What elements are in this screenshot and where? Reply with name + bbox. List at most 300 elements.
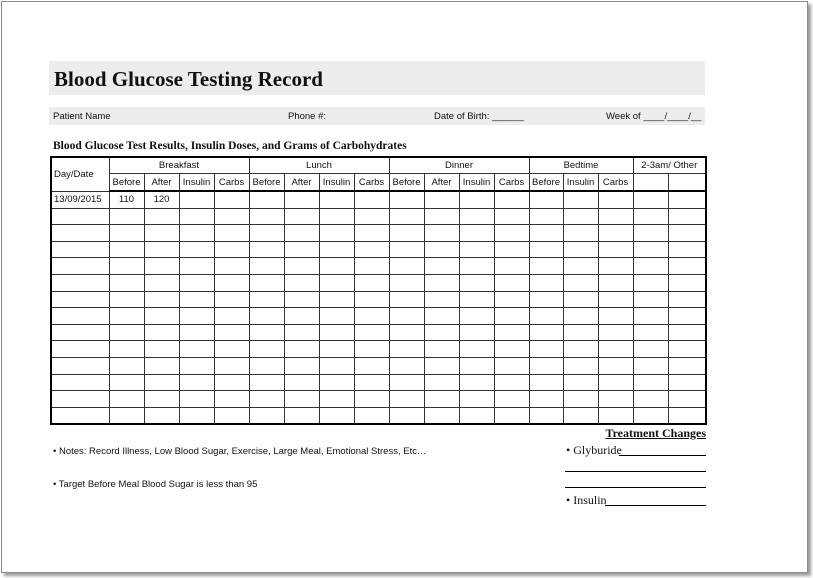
entry-cell[interactable] [668, 241, 706, 258]
entry-cell[interactable] [668, 324, 706, 341]
entry-cell[interactable] [284, 208, 319, 225]
entry-cell[interactable] [389, 291, 424, 308]
entry-cell[interactable] [214, 308, 249, 325]
entry-cell[interactable] [529, 241, 563, 258]
entry-cell[interactable] [109, 357, 144, 374]
entry-cell[interactable] [179, 208, 214, 225]
entry-cell[interactable] [144, 391, 179, 408]
entry-cell[interactable] [319, 274, 354, 291]
entry-cell[interactable] [563, 341, 598, 358]
entry-cell[interactable] [214, 324, 249, 341]
entry-cell[interactable] [529, 225, 563, 242]
glyburide-line[interactable] [619, 455, 706, 456]
entry-cell[interactable] [319, 341, 354, 358]
entry-cell[interactable] [179, 308, 214, 325]
entry-cell[interactable] [319, 391, 354, 408]
entry-cell[interactable] [424, 241, 459, 258]
subheader-cell: Before [529, 174, 563, 192]
entry-cell[interactable] [668, 374, 706, 391]
entry-cell[interactable] [459, 391, 494, 408]
entry-cell[interactable] [249, 258, 284, 275]
entry-cell[interactable] [633, 191, 668, 208]
lunch-header: Lunch [249, 157, 389, 174]
entry-cell[interactable] [249, 357, 284, 374]
entry-cell[interactable] [668, 308, 706, 325]
entry-cell[interactable] [214, 391, 249, 408]
entry-cell[interactable] [389, 324, 424, 341]
entry-cell[interactable] [144, 341, 179, 358]
date-cell[interactable] [51, 208, 109, 225]
date-cell[interactable] [51, 291, 109, 308]
entry-cell[interactable] [494, 191, 529, 208]
table-subtitle: Blood Glucose Test Results, Insulin Doses, and Grams of Carbohydrates [53, 140, 407, 152]
entry-cell[interactable] [214, 208, 249, 225]
entry-cell[interactable] [109, 407, 144, 424]
entry-cell[interactable] [459, 274, 494, 291]
date-cell[interactable] [51, 324, 109, 341]
entry-cell[interactable] [633, 324, 668, 341]
entry-cell[interactable] [354, 208, 389, 225]
entry-cell[interactable] [598, 341, 633, 358]
entry-cell[interactable] [633, 308, 668, 325]
entry-cell[interactable] [633, 407, 668, 424]
entry-cell[interactable] [494, 324, 529, 341]
entry-cell[interactable] [109, 341, 144, 358]
entry-cell[interactable] [179, 225, 214, 242]
entry-cell[interactable] [214, 374, 249, 391]
entry-cell[interactable] [494, 291, 529, 308]
entry-cell[interactable] [529, 407, 563, 424]
entry-cell[interactable] [459, 258, 494, 275]
entry-cell[interactable] [319, 308, 354, 325]
entry-cell[interactable] [529, 357, 563, 374]
breakfast-header: Breakfast [109, 157, 249, 174]
entry-cell[interactable]: 110 [109, 191, 144, 208]
entry-cell[interactable] [598, 241, 633, 258]
entry-cell[interactable] [214, 341, 249, 358]
entry-cell[interactable] [668, 274, 706, 291]
entry-cell[interactable] [598, 407, 633, 424]
entry-cell[interactable] [424, 208, 459, 225]
entry-cell[interactable] [459, 241, 494, 258]
entry-cell[interactable] [633, 357, 668, 374]
entry-cell[interactable] [459, 341, 494, 358]
date-of-birth-label: Date of Birth: ______ [434, 111, 524, 122]
table-row [51, 308, 706, 325]
entry-cell[interactable] [424, 191, 459, 208]
entry-cell[interactable] [598, 324, 633, 341]
entry-cell[interactable] [459, 208, 494, 225]
date-cell[interactable] [51, 391, 109, 408]
entry-cell[interactable] [389, 407, 424, 424]
insulin-label: • Insulin [566, 493, 607, 507]
dinner-header: Dinner [389, 157, 529, 174]
entry-cell[interactable] [249, 374, 284, 391]
entry-cell[interactable] [214, 274, 249, 291]
entry-cell[interactable] [109, 324, 144, 341]
entry-cell[interactable]: 120 [144, 191, 179, 208]
entry-cell[interactable] [109, 391, 144, 408]
entry-cell[interactable] [249, 208, 284, 225]
entry-cell[interactable] [249, 324, 284, 341]
entry-cell[interactable] [459, 191, 494, 208]
week-of-label: Week of ____/____/__ [606, 111, 702, 122]
date-cell[interactable] [51, 357, 109, 374]
entry-cell[interactable] [319, 324, 354, 341]
entry-cell[interactable] [354, 308, 389, 325]
entry-cell[interactable] [424, 407, 459, 424]
table-row [51, 274, 706, 291]
entry-cell[interactable] [144, 324, 179, 341]
entry-cell[interactable] [284, 291, 319, 308]
entry-cell[interactable] [459, 324, 494, 341]
entry-cell[interactable] [144, 374, 179, 391]
entry-cell[interactable] [319, 291, 354, 308]
entry-cell[interactable] [284, 357, 319, 374]
entry-cell[interactable] [354, 291, 389, 308]
entry-cell[interactable] [179, 291, 214, 308]
table-row [51, 258, 706, 275]
entry-cell[interactable] [214, 407, 249, 424]
entry-cell[interactable] [319, 407, 354, 424]
entry-cell[interactable] [354, 241, 389, 258]
entry-cell[interactable] [598, 308, 633, 325]
date-cell[interactable] [51, 241, 109, 258]
entry-cell[interactable] [563, 308, 598, 325]
entry-cell[interactable] [529, 258, 563, 275]
entry-cell[interactable] [424, 374, 459, 391]
entry-cell[interactable] [494, 208, 529, 225]
subheader-cell: Carbs [494, 174, 529, 192]
entry-cell[interactable] [529, 341, 563, 358]
entry-cell[interactable] [284, 374, 319, 391]
entry-cell[interactable] [319, 225, 354, 242]
phone-label: Phone #: [288, 111, 327, 122]
entry-cell[interactable] [668, 291, 706, 308]
entry-cell[interactable] [563, 291, 598, 308]
entry-cell[interactable] [424, 308, 459, 325]
patient-name-label: Patient Name [53, 111, 111, 122]
entry-cell[interactable] [389, 341, 424, 358]
entry-cell[interactable] [179, 241, 214, 258]
subheader-cell: Insulin [563, 174, 598, 192]
entry-cell[interactable] [354, 225, 389, 242]
entry-cell[interactable] [109, 241, 144, 258]
subheader-cell: Carbs [354, 174, 389, 192]
entry-cell[interactable] [668, 341, 706, 358]
date-cell[interactable] [51, 225, 109, 242]
entry-cell[interactable] [179, 391, 214, 408]
entry-cell[interactable] [424, 291, 459, 308]
entry-cell[interactable] [633, 225, 668, 242]
entry-cell[interactable] [529, 324, 563, 341]
entry-cell[interactable] [284, 258, 319, 275]
entry-cell[interactable] [249, 407, 284, 424]
entry-cell[interactable] [494, 308, 529, 325]
subheader-cell: After [284, 174, 319, 192]
entry-cell[interactable] [109, 374, 144, 391]
entry-cell[interactable] [633, 241, 668, 258]
glucose-record-table [50, 156, 707, 425]
entry-cell[interactable] [354, 407, 389, 424]
entry-cell[interactable] [144, 258, 179, 275]
date-cell[interactable] [51, 341, 109, 358]
entry-cell[interactable] [598, 374, 633, 391]
entry-cell[interactable] [424, 341, 459, 358]
entry-cell[interactable] [529, 291, 563, 308]
entry-cell[interactable] [529, 374, 563, 391]
entry-cell[interactable] [424, 274, 459, 291]
entry-cell[interactable] [389, 241, 424, 258]
entry-cell[interactable] [563, 407, 598, 424]
table-row [51, 291, 706, 308]
entry-cell[interactable] [109, 208, 144, 225]
entry-cell[interactable] [494, 274, 529, 291]
entry-cell[interactable] [179, 407, 214, 424]
entry-cell[interactable] [109, 291, 144, 308]
glyburide-label: • Glyburide [566, 443, 622, 457]
date-cell[interactable]: 13/09/2015 [51, 191, 109, 208]
entry-cell[interactable] [354, 357, 389, 374]
entry-cell[interactable] [109, 274, 144, 291]
entry-cell[interactable] [354, 274, 389, 291]
entry-cell[interactable] [668, 391, 706, 408]
entry-cell[interactable] [179, 374, 214, 391]
entry-cell[interactable] [494, 241, 529, 258]
subheader-cell [633, 174, 668, 192]
target-note: • Target Before Meal Blood Sugar is less than 95 [53, 479, 258, 490]
entry-cell[interactable] [249, 191, 284, 208]
entry-cell[interactable] [284, 191, 319, 208]
entry-cell[interactable] [563, 225, 598, 242]
entry-cell[interactable] [459, 407, 494, 424]
entry-cell[interactable] [563, 357, 598, 374]
entry-cell[interactable] [319, 191, 354, 208]
entry-cell[interactable] [214, 241, 249, 258]
entry-cell[interactable] [389, 374, 424, 391]
entry-cell[interactable] [179, 341, 214, 358]
entry-cell[interactable] [668, 225, 706, 242]
entry-cell[interactable] [109, 308, 144, 325]
entry-cell[interactable] [633, 208, 668, 225]
entry-cell[interactable] [494, 225, 529, 242]
entry-cell[interactable] [529, 208, 563, 225]
table-row [51, 208, 706, 225]
entry-cell[interactable] [214, 258, 249, 275]
entry-cell[interactable] [459, 357, 494, 374]
entry-cell[interactable] [284, 324, 319, 341]
entry-cell[interactable] [144, 241, 179, 258]
subheader-cell: Insulin [319, 174, 354, 192]
entry-cell[interactable] [633, 274, 668, 291]
entry-cell[interactable] [144, 208, 179, 225]
entry-cell[interactable] [389, 258, 424, 275]
entry-cell[interactable] [214, 191, 249, 208]
entry-cell[interactable] [633, 258, 668, 275]
entry-cell[interactable] [529, 191, 563, 208]
table-row [51, 407, 706, 424]
date-cell[interactable] [51, 274, 109, 291]
entry-cell[interactable] [598, 274, 633, 291]
entry-cell[interactable] [424, 357, 459, 374]
entry-cell[interactable] [284, 407, 319, 424]
table-row [51, 324, 706, 341]
insulin-line[interactable] [605, 505, 706, 506]
entry-cell[interactable] [144, 274, 179, 291]
entry-cell[interactable] [459, 291, 494, 308]
other-header: 2-3am/ Other [633, 157, 706, 174]
entry-cell[interactable] [284, 391, 319, 408]
entry-cell[interactable] [598, 208, 633, 225]
notes-line: • Notes: Record Illness, Low Blood Sugar, Exercise, Large Meal, Emotional Stress, Etc… [53, 446, 427, 457]
date-cell[interactable] [51, 374, 109, 391]
entry-cell[interactable] [668, 208, 706, 225]
entry-cell[interactable] [214, 291, 249, 308]
entry-cell[interactable] [598, 291, 633, 308]
entry-cell[interactable] [319, 258, 354, 275]
entry-cell[interactable] [668, 357, 706, 374]
entry-cell[interactable] [319, 374, 354, 391]
entry-cell[interactable] [563, 241, 598, 258]
entry-cell[interactable] [424, 391, 459, 408]
entry-cell[interactable] [319, 241, 354, 258]
entry-cell[interactable] [249, 308, 284, 325]
entry-cell[interactable] [668, 191, 706, 208]
entry-cell[interactable] [214, 357, 249, 374]
entry-cell[interactable] [529, 391, 563, 408]
entry-cell[interactable] [319, 208, 354, 225]
entry-cell[interactable] [633, 341, 668, 358]
entry-cell[interactable] [179, 274, 214, 291]
entry-cell[interactable] [284, 225, 319, 242]
subheader-cell: After [144, 174, 179, 192]
entry-cell[interactable] [424, 258, 459, 275]
entry-cell[interactable] [109, 258, 144, 275]
entry-cell[interactable] [284, 241, 319, 258]
date-cell[interactable] [51, 258, 109, 275]
entry-cell[interactable] [179, 258, 214, 275]
entry-cell[interactable] [354, 258, 389, 275]
entry-cell[interactable] [144, 407, 179, 424]
entry-cell[interactable] [354, 341, 389, 358]
entry-cell[interactable] [598, 258, 633, 275]
entry-cell[interactable] [598, 191, 633, 208]
date-cell[interactable] [51, 407, 109, 424]
entry-cell[interactable] [529, 308, 563, 325]
entry-cell[interactable] [109, 225, 144, 242]
entry-cell[interactable] [633, 291, 668, 308]
entry-cell[interactable] [284, 308, 319, 325]
title-band [49, 61, 705, 95]
entry-cell[interactable] [144, 225, 179, 242]
entry-cell[interactable] [563, 274, 598, 291]
entry-cell[interactable] [563, 391, 598, 408]
table-row [51, 225, 706, 242]
entry-cell[interactable] [249, 391, 284, 408]
entry-cell[interactable] [179, 357, 214, 374]
entry-cell[interactable] [284, 341, 319, 358]
entry-cell[interactable] [494, 374, 529, 391]
entry-cell[interactable] [214, 225, 249, 242]
entry-cell[interactable] [389, 225, 424, 242]
entry-cell[interactable] [529, 274, 563, 291]
entry-cell[interactable] [249, 341, 284, 358]
entry-cell[interactable] [494, 258, 529, 275]
glyburide-line-3[interactable] [565, 487, 706, 488]
entry-cell[interactable] [424, 225, 459, 242]
table-row [51, 357, 706, 374]
entry-cell[interactable] [563, 191, 598, 208]
entry-cell[interactable] [249, 241, 284, 258]
entry-cell[interactable] [354, 191, 389, 208]
entry-cell[interactable] [284, 274, 319, 291]
bedtime-header: Bedtime [529, 157, 633, 174]
entry-cell[interactable] [563, 258, 598, 275]
entry-cell[interactable] [633, 391, 668, 408]
entry-cell[interactable] [249, 225, 284, 242]
entry-cell[interactable] [389, 357, 424, 374]
entry-cell[interactable] [668, 258, 706, 275]
entry-cell[interactable] [459, 374, 494, 391]
entry-cell[interactable] [354, 374, 389, 391]
entry-cell[interactable] [249, 274, 284, 291]
table-row [51, 341, 706, 358]
table-row [51, 374, 706, 391]
entry-cell[interactable] [563, 208, 598, 225]
table-row [51, 191, 706, 208]
subheader-cell: After [424, 174, 459, 192]
table-row [51, 241, 706, 258]
entry-cell[interactable] [494, 391, 529, 408]
entry-cell[interactable] [389, 208, 424, 225]
entry-cell[interactable] [389, 391, 424, 408]
subheader-cell: Before [389, 174, 424, 192]
entry-cell[interactable] [389, 308, 424, 325]
entry-cell[interactable] [563, 324, 598, 341]
entry-cell[interactable] [633, 374, 668, 391]
entry-cell[interactable] [249, 291, 284, 308]
entry-cell[interactable] [354, 391, 389, 408]
entry-cell[interactable] [563, 374, 598, 391]
entry-cell[interactable] [389, 191, 424, 208]
entry-cell[interactable] [494, 341, 529, 358]
entry-cell[interactable] [459, 225, 494, 242]
subheader-cell: Before [249, 174, 284, 192]
entry-cell[interactable] [179, 191, 214, 208]
entry-cell[interactable] [354, 324, 389, 341]
entry-cell[interactable] [494, 357, 529, 374]
entry-cell[interactable] [179, 324, 214, 341]
day-date-header: Day/Date [51, 157, 109, 191]
entry-cell[interactable] [144, 291, 179, 308]
subheader-cell [668, 174, 706, 192]
subheader-cell: Carbs [214, 174, 249, 192]
entry-cell[interactable] [319, 357, 354, 374]
date-cell[interactable] [51, 308, 109, 325]
entry-cell[interactable] [494, 407, 529, 424]
glyburide-line-2[interactable] [565, 471, 706, 472]
entry-cell[interactable] [668, 407, 706, 424]
entry-cell[interactable] [389, 274, 424, 291]
entry-cell[interactable] [424, 324, 459, 341]
entry-cell[interactable] [598, 391, 633, 408]
subheader-cell: Carbs [598, 174, 633, 192]
entry-cell[interactable] [144, 357, 179, 374]
entry-cell[interactable] [598, 225, 633, 242]
entry-cell[interactable] [144, 308, 179, 325]
entry-cell[interactable] [459, 308, 494, 325]
entry-cell[interactable] [598, 357, 633, 374]
